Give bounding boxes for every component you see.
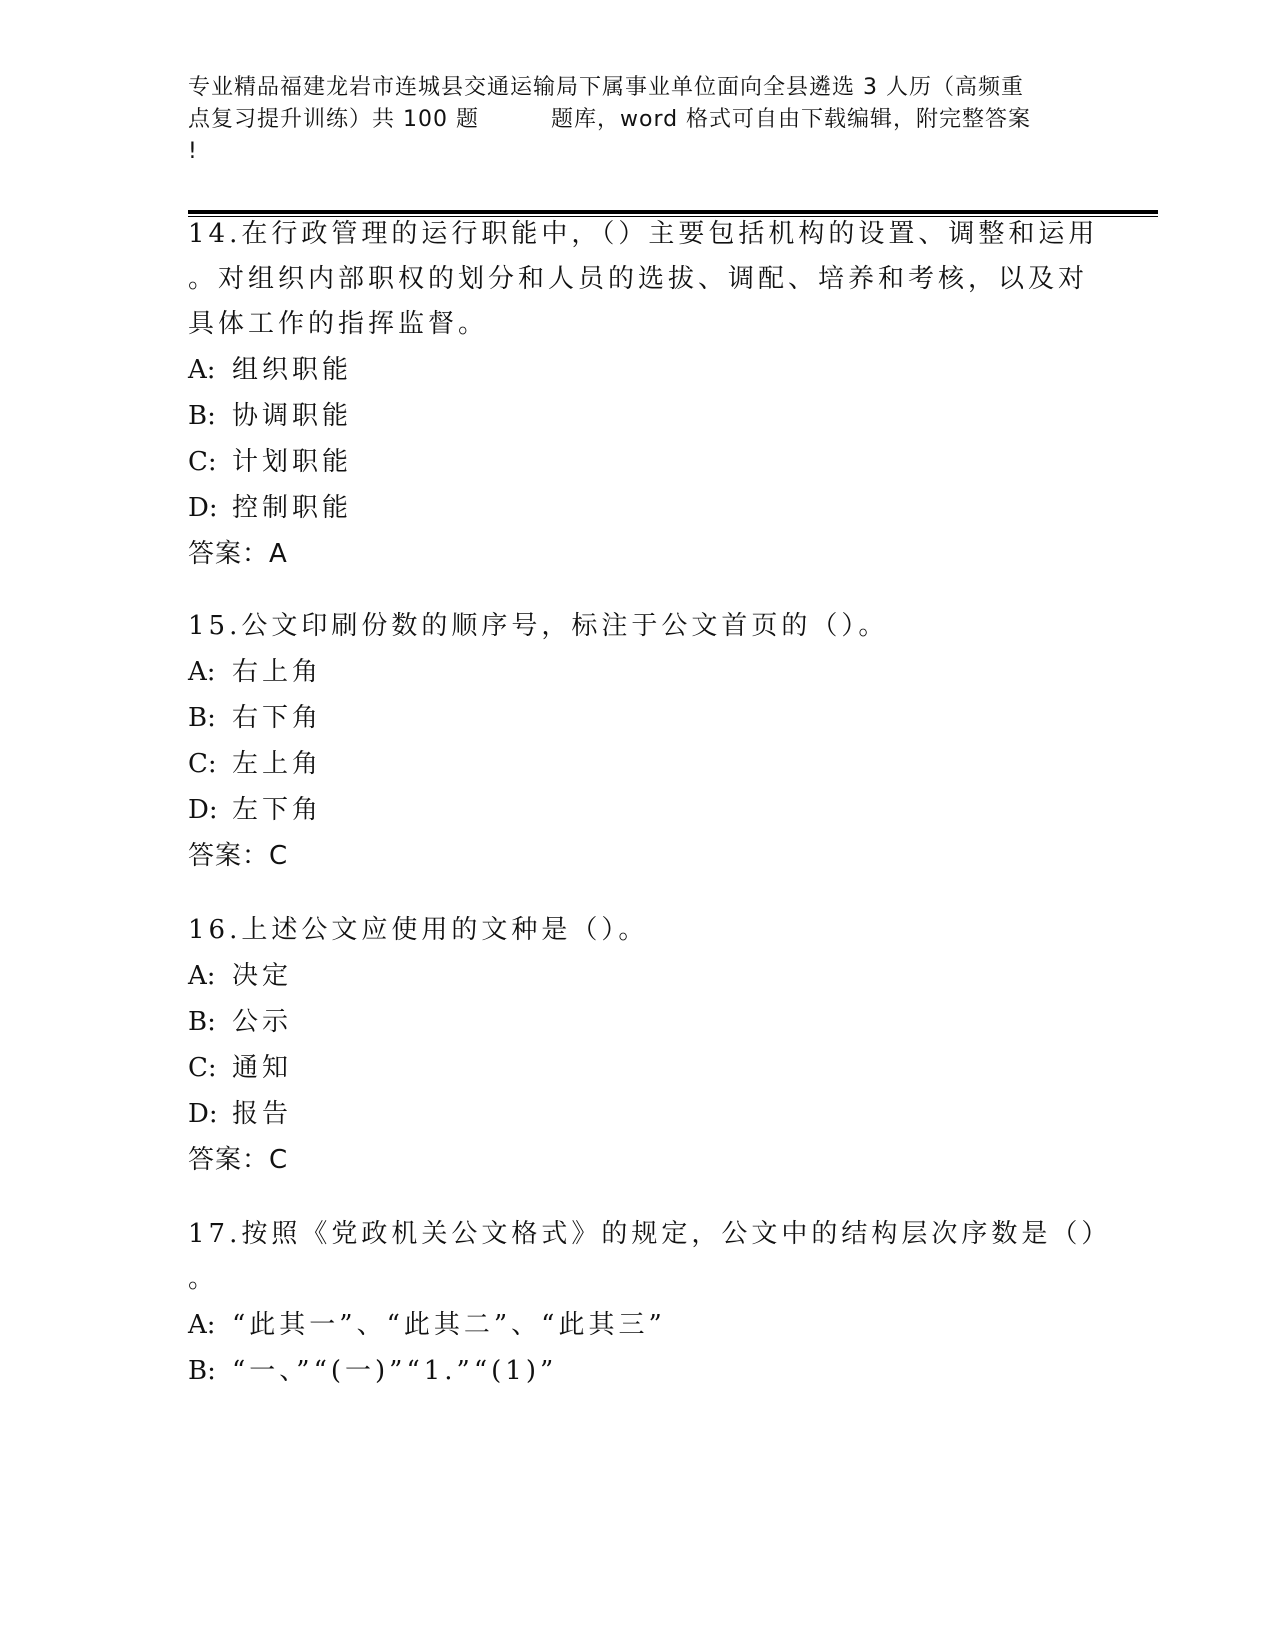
option-label: D: bbox=[188, 1099, 218, 1129]
question-stem-line: 17.按照《党政机关公文格式》的规定，公文中的结构层次序数是（） bbox=[188, 1219, 1112, 1249]
answer-line: 答案：C bbox=[188, 1145, 289, 1175]
question-stem-line: 14.在行政管理的运行职能中，（）主要包括机构的设置、调整和运用 bbox=[188, 219, 1099, 249]
option-c bbox=[188, 741, 1088, 787]
option-c bbox=[188, 439, 1088, 485]
option-text: 控制职能 bbox=[232, 493, 353, 523]
option-d bbox=[188, 1091, 1088, 1137]
option-label: A: bbox=[188, 657, 216, 687]
option-text: 左上角 bbox=[232, 749, 323, 779]
option-label: D: bbox=[188, 493, 218, 523]
question-16 bbox=[188, 908, 1088, 1183]
option-text: 右下角 bbox=[232, 703, 323, 733]
option-text: “一、”“(一)”“1.”“(1)” bbox=[232, 1356, 558, 1386]
document-header bbox=[188, 72, 1088, 168]
answer-line: 答案：C bbox=[188, 841, 289, 871]
option-text: 左下角 bbox=[232, 795, 323, 825]
option-text: 通知 bbox=[232, 1053, 293, 1083]
header-line-2-part-a: 点复习提升训练）共 100 题 bbox=[188, 107, 479, 132]
option-b bbox=[188, 999, 1088, 1045]
option-label: D: bbox=[188, 795, 218, 825]
question-17 bbox=[188, 1212, 1112, 1394]
option-label: B: bbox=[188, 1007, 216, 1037]
option-d bbox=[188, 787, 1088, 833]
option-text: 协调职能 bbox=[232, 401, 353, 431]
option-label: A: bbox=[188, 961, 216, 991]
header-line-1: 专业精品福建龙岩市连城县交通运输局下属事业单位面向全县遴选 3 人历（高频重 bbox=[188, 75, 1024, 100]
question-stem-line: 。对组织内部职权的划分和人员的选拔、调配、培养和考核，以及对 bbox=[188, 264, 1089, 294]
question-15 bbox=[188, 604, 1088, 879]
header-line-2-part-b: 题库，word 格式可自由下载编辑，附完整答案 bbox=[550, 107, 1032, 132]
option-text: 决定 bbox=[232, 961, 293, 991]
question-stem-line: 16.上述公文应使用的文种是（）。 bbox=[188, 915, 649, 945]
option-label: A: bbox=[188, 355, 216, 385]
option-label: C: bbox=[188, 447, 217, 477]
option-a bbox=[188, 649, 1088, 695]
option-a bbox=[188, 1302, 1088, 1348]
option-d bbox=[188, 485, 1088, 531]
question-stem-line: 。 bbox=[188, 1264, 219, 1294]
question-stem-line: 具体工作的指挥监督。 bbox=[188, 309, 489, 339]
option-label: C: bbox=[188, 1053, 217, 1083]
option-text: 公示 bbox=[232, 1007, 293, 1037]
answer-line: 答案：A bbox=[188, 539, 288, 569]
option-b bbox=[188, 695, 1088, 741]
option-b bbox=[188, 393, 1088, 439]
option-label: B: bbox=[188, 1356, 216, 1386]
option-a bbox=[188, 347, 1088, 393]
option-label: B: bbox=[188, 703, 216, 733]
option-b bbox=[188, 1348, 1088, 1394]
question-stem-line: 15.公文印刷份数的顺序号，标注于公文首页的（）。 bbox=[188, 611, 889, 641]
option-text: 计划职能 bbox=[232, 447, 353, 477]
question-14 bbox=[188, 212, 1099, 577]
header-line-2 bbox=[188, 104, 1088, 136]
option-label: C: bbox=[188, 749, 217, 779]
option-text: “此其一”、“此其二”、“此其三” bbox=[232, 1310, 666, 1340]
option-label: B: bbox=[188, 401, 216, 431]
option-a bbox=[188, 953, 1088, 999]
option-c bbox=[188, 1045, 1088, 1091]
option-text: 报告 bbox=[232, 1099, 293, 1129]
header-line-3: ! bbox=[188, 139, 198, 164]
option-label: A: bbox=[188, 1310, 216, 1340]
option-text: 右上角 bbox=[232, 657, 323, 687]
option-text: 组织职能 bbox=[232, 355, 353, 385]
